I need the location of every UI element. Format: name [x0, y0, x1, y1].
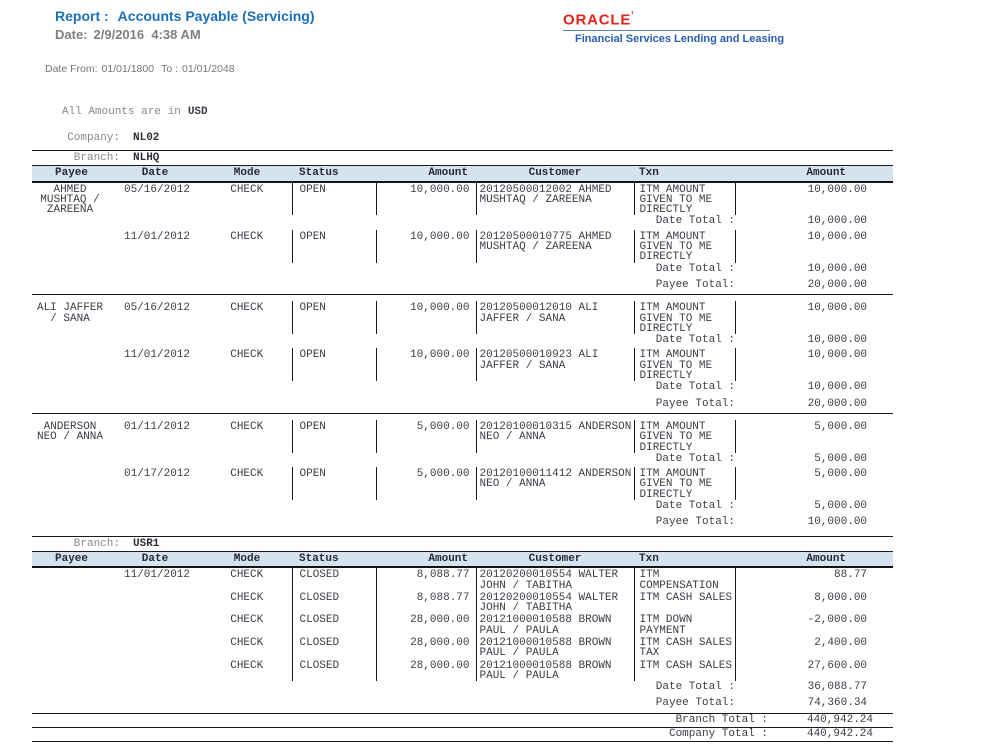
report-date-line	[55, 27, 315, 42]
txn-row	[32, 182, 893, 216]
oracle-logo-text: ORACLE	[563, 11, 632, 29]
amount-cell: 10,000.00	[376, 301, 476, 334]
date-total-row	[32, 681, 893, 693]
company-total-value: 440,942.24	[806, 728, 873, 741]
status-cell: CLOSED	[292, 613, 376, 636]
date-total-value: 5,000.00	[814, 452, 868, 465]
date-total-label: Date Total :	[655, 381, 735, 394]
txn-amount-cell: 10,000.00	[735, 230, 893, 263]
customer-cell: 20121000010588 BROWN PAUL / PAULA	[476, 659, 634, 682]
payee-cell	[32, 467, 108, 500]
column-header-customer: Customer	[476, 551, 634, 567]
txn-amount-cell: 5,000.00	[735, 420, 893, 453]
txn-cell: ITM AMOUNT GIVEN TO ME DIRECTLY	[634, 420, 735, 453]
date-to-label: To :	[161, 63, 179, 75]
company-value: NL02	[133, 132, 160, 144]
date-cell: 11/01/2012	[124, 349, 191, 362]
customer-cell: 20121000010588 BROWN PAUL / PAULA	[476, 636, 634, 659]
report-footer	[32, 713, 893, 742]
date-cell: 11/01/2012	[124, 569, 191, 582]
branch-name: NLHQ	[133, 152, 160, 164]
amount-cell: 5,000.00	[376, 467, 476, 500]
date-total-row	[32, 500, 893, 512]
payee-cell: ANDERSON NEO / ANNA	[36, 420, 103, 444]
branch-label: Branch:	[73, 152, 120, 164]
date-total-label: Date Total :	[655, 215, 735, 228]
date-cell: 05/16/2012	[124, 183, 191, 196]
payee-total-value: 20,000.00	[807, 397, 868, 410]
txn-amount-cell: 88.77	[735, 567, 893, 591]
status-cell: CLOSED	[292, 659, 376, 682]
branch-total-value: 440,942.24	[806, 714, 873, 727]
amount-cell: 10,000.00	[376, 230, 476, 263]
txn-amount-cell: 10,000.00	[735, 348, 893, 381]
customer-cell: 20120100010315 ANDERSON NEO / ANNA	[476, 420, 634, 453]
column-header-payee: Payee	[32, 166, 108, 182]
date-cell	[108, 636, 202, 659]
customer-cell: 20120500010775 AHMED MUSHTAQ / ZAREENA	[476, 230, 634, 263]
date-total-label: Date Total :	[655, 452, 735, 465]
date-cell	[108, 659, 202, 682]
date-cell: 01/11/2012	[124, 420, 191, 433]
payee-cell	[32, 613, 108, 636]
branch-name: USR1	[133, 537, 160, 550]
report-title: Accounts Payable (Servicing)	[117, 8, 315, 24]
txn-amount-cell: 10,000.00	[735, 182, 893, 216]
column-header-customer: Customer	[476, 166, 634, 182]
date-total-row	[32, 263, 893, 275]
date-total-value: 10,000.00	[807, 334, 868, 347]
payee-cell	[32, 636, 108, 659]
date-total-row	[32, 453, 893, 465]
date-total-row	[32, 334, 893, 346]
column-header-date: Date	[108, 551, 202, 567]
payee-cell	[32, 591, 108, 614]
column-header-txn: Txn	[634, 166, 735, 182]
payee-total-label: Payee Total:	[655, 697, 735, 710]
date-total-value: 10,000.00	[807, 215, 868, 228]
status-cell: OPEN	[292, 467, 376, 500]
payee-total-row	[32, 277, 893, 295]
date-cell	[108, 613, 202, 636]
customer-cell: 20120500012002 AHMED MUSHTAQ / ZAREENA	[476, 182, 634, 216]
branch-total-row	[32, 714, 893, 727]
txn-cell: ITM CASH SALES	[634, 659, 735, 682]
status-cell: CLOSED	[292, 567, 376, 591]
txn-row	[32, 659, 893, 682]
payee-total-label: Payee Total:	[655, 397, 735, 410]
txn-row	[32, 420, 893, 453]
txn-amount-cell: 5,000.00	[735, 467, 893, 500]
txn-cell: ITM AMOUNT GIVEN TO ME DIRECTLY	[634, 467, 735, 500]
payee-total-row	[32, 396, 893, 414]
status-cell: CLOSED	[292, 591, 376, 614]
customer-cell: 20120500012010 ALI JAFFER / SANA	[476, 301, 634, 334]
payee-cell	[32, 230, 108, 263]
txn-cell: ITM AMOUNT GIVEN TO ME DIRECTLY	[634, 301, 735, 334]
txn-row	[32, 467, 893, 500]
date-total-value: 5,000.00	[814, 500, 868, 513]
date-total-value: 10,000.00	[807, 381, 868, 394]
column-header-txn-amount: Amount	[735, 551, 893, 567]
date-total-label: Date Total :	[655, 500, 735, 513]
txn-amount-cell: 10,000.00	[735, 301, 893, 334]
report-header	[55, 8, 315, 42]
mode-cell: CHECK	[230, 420, 264, 433]
txn-amount-cell: -2,000.00	[735, 613, 893, 636]
payee-total-row	[32, 695, 893, 712]
mode-cell: CHECK	[230, 591, 264, 604]
company-row	[32, 132, 1004, 145]
column-header-status: Status	[292, 551, 376, 567]
company-total-label: Company Total :	[668, 728, 768, 741]
txn-cell: ITM COMPENSATION	[634, 567, 735, 591]
column-header-mode: Mode	[202, 551, 292, 567]
column-header-mode: Mode	[202, 166, 292, 182]
report-title-line	[55, 8, 315, 24]
mode-cell: CHECK	[230, 349, 264, 362]
payee-total-value: 10,000.00	[807, 516, 868, 529]
date-total-value: 36,088.77	[807, 681, 868, 694]
mode-cell: CHECK	[230, 468, 264, 481]
report-title-label: Report :	[55, 8, 109, 24]
date-total-value: 10,000.00	[807, 262, 868, 275]
date-from-label: Date From:	[45, 63, 98, 75]
date-from-value: 01/01/1800	[101, 63, 155, 75]
customer-cell: 20120200010554 WALTER JOHN / TABITHA	[476, 591, 634, 614]
status-cell: OPEN	[292, 348, 376, 381]
amount-cell: 28,000.00	[376, 659, 476, 682]
txn-cell: ITM DOWN PAYMENT	[634, 613, 735, 636]
payee-cell: ALI JAFFER / SANA	[36, 302, 103, 325]
branch-row	[32, 151, 893, 166]
branch-total-label: Branch Total :	[675, 714, 768, 727]
payee-cell	[32, 659, 108, 682]
mode-cell: CHECK	[230, 302, 264, 315]
date-total-label: Date Total :	[655, 334, 735, 347]
report-date-label: Date:	[55, 27, 88, 42]
txn-row	[32, 591, 893, 614]
date-total-label: Date Total :	[655, 262, 735, 275]
amount-cell: 8,088.77	[376, 591, 476, 614]
date-cell: 01/17/2012	[124, 468, 191, 481]
branch-label: Branch:	[73, 537, 120, 550]
txn-row	[32, 230, 893, 263]
oracle-registered-mark-icon: ’	[631, 10, 634, 20]
date-cell: 11/01/2012	[124, 230, 191, 243]
txn-row	[32, 567, 893, 591]
column-header-status: Status	[292, 166, 376, 182]
column-header-row	[32, 551, 893, 567]
txn-row	[32, 301, 893, 334]
txn-cell: ITM AMOUNT GIVEN TO ME DIRECTLY	[634, 182, 735, 216]
column-header-date: Date	[108, 166, 202, 182]
oracle-logo	[563, 10, 784, 45]
report-date-value: 2/9/2016 4:38 AM	[93, 27, 201, 42]
amount-cell: 10,000.00	[376, 348, 476, 381]
payee-cell	[32, 567, 108, 591]
mode-cell: CHECK	[230, 230, 264, 243]
amount-cell: 28,000.00	[376, 613, 476, 636]
txn-amount-cell: 27,600.00	[735, 659, 893, 682]
txn-row	[32, 348, 893, 381]
company-total-row	[32, 727, 893, 741]
company-label: Company:	[67, 132, 120, 144]
column-header-amount: Amount	[376, 551, 476, 567]
oracle-logo-wordmark	[563, 10, 784, 29]
column-header-payee: Payee	[32, 551, 108, 567]
amount-cell: 5,000.00	[376, 420, 476, 453]
amount-cell: 28,000.00	[376, 636, 476, 659]
customer-cell: 20120500010923 ALI JAFFER / SANA	[476, 348, 634, 381]
txn-cell: ITM CASH SALES	[634, 591, 735, 614]
payee-total-value: 20,000.00	[807, 278, 868, 291]
status-cell: OPEN	[292, 230, 376, 263]
column-header-txn: Txn	[634, 551, 735, 567]
mode-cell: CHECK	[230, 183, 264, 196]
customer-cell: 20120200010554 WALTER JOHN / TABITHA	[476, 567, 634, 591]
date-cell: 05/16/2012	[124, 302, 191, 315]
date-total-row	[32, 215, 893, 227]
date-total-row	[32, 381, 893, 393]
branch-table	[32, 536, 893, 713]
txn-cell: ITM AMOUNT GIVEN TO ME DIRECTLY	[634, 230, 735, 263]
branch-row-cell	[32, 151, 893, 166]
txn-amount-cell: 8,000.00	[735, 591, 893, 614]
mode-cell: CHECK	[230, 569, 264, 582]
txn-row	[32, 613, 893, 636]
status-cell: CLOSED	[292, 636, 376, 659]
payee-total-label: Payee Total:	[655, 278, 735, 291]
report-body	[0, 106, 1004, 742]
date-total-label: Date Total :	[655, 681, 735, 694]
txn-row	[32, 636, 893, 659]
payee-total-row	[32, 514, 893, 531]
txn-cell: ITM AMOUNT GIVEN TO ME DIRECTLY	[634, 348, 735, 381]
currency-code: USD	[187, 106, 208, 118]
column-header-row	[32, 166, 893, 182]
customer-cell: 20121000010588 BROWN PAUL / PAULA	[476, 613, 634, 636]
date-cell	[108, 591, 202, 614]
branch-table	[32, 150, 893, 532]
status-cell: OPEN	[292, 420, 376, 453]
payee-cell	[32, 348, 108, 381]
column-header-amount: Amount	[376, 166, 476, 182]
mode-cell: CHECK	[230, 614, 264, 627]
amount-cell: 8,088.77	[376, 567, 476, 591]
logo-divider-line	[563, 30, 770, 31]
customer-cell: 20120100011412 ANDERSON NEO / ANNA	[476, 467, 634, 500]
logo-subtitle: Financial Services Lending and Leasing	[575, 33, 785, 46]
mode-cell: CHECK	[230, 659, 264, 672]
date-range-line	[45, 63, 235, 75]
amounts-note	[62, 106, 1004, 118]
status-cell: OPEN	[292, 182, 376, 216]
txn-amount-cell: 2,400.00	[735, 636, 893, 659]
amounts-note-text: All Amounts are in	[62, 106, 181, 118]
branch-row	[32, 536, 893, 551]
mode-cell: CHECK	[230, 636, 264, 649]
column-header-txn-amount: Amount	[735, 166, 893, 182]
branches-host	[0, 150, 1004, 713]
payee-total-value: 74,360.34	[807, 697, 868, 710]
txn-cell: ITM CASH SALES TAX	[634, 636, 735, 659]
status-cell: OPEN	[292, 301, 376, 334]
payee-cell: AHMED MUSHTAQ / ZAREENA	[40, 183, 100, 216]
branch-row-cell	[32, 536, 893, 551]
payee-total-label: Payee Total:	[655, 516, 735, 529]
amount-cell: 10,000.00	[376, 182, 476, 216]
date-to-value: 01/01/2048	[182, 63, 235, 75]
